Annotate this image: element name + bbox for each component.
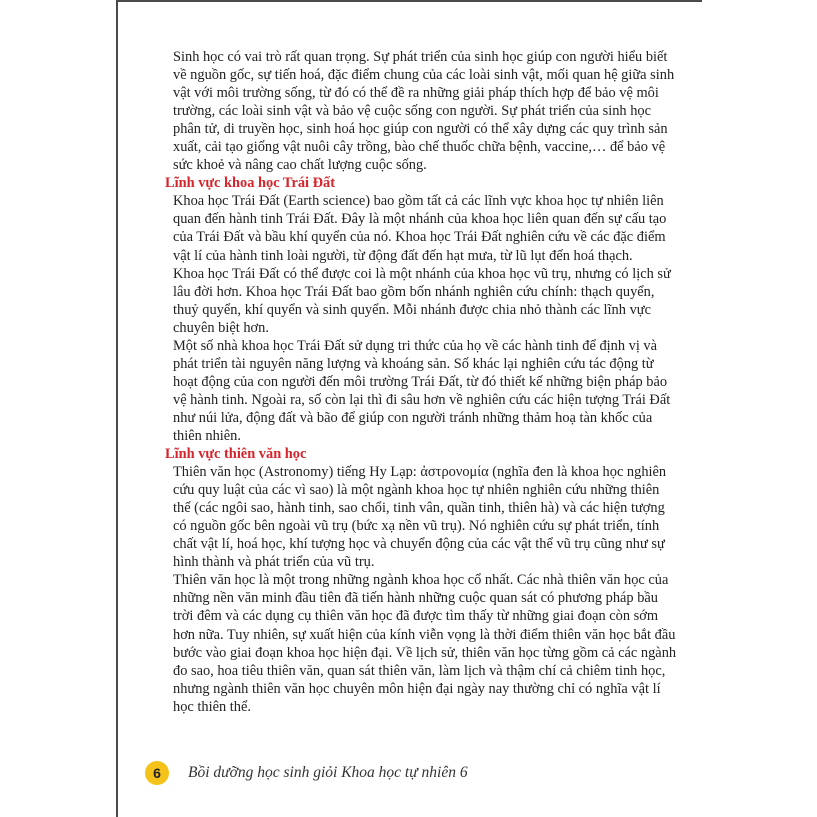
- page-border-left: [116, 0, 118, 817]
- text-line: Sinh học có vai trò rất quan trọng. Sự phát triển của sinh học giúp con người hiểu biết: [173, 49, 668, 65]
- text-line: Thiên văn học là một trong những ngành khoa học cổ nhất. Các nhà thiên văn học của: [173, 572, 669, 589]
- paragraph-earth-3: [173, 337, 671, 445]
- text-line: học thiên thể.: [173, 698, 251, 715]
- text-line: chuyên biệt hơn.: [173, 319, 269, 336]
- text-line: Khoa học Trái Đất (Earth science) bao gồm tất cả các lĩnh vực khoa học tự nhiên liên: [173, 193, 664, 210]
- text-line: bước vào giai đoạn khoa học hiện đại. Về lịch sử, thiên văn học từng gồm cả các ngành: [173, 644, 677, 661]
- text-line: vật với môi trường sống, từ đó có thể đề ra những giải pháp thích hợp để bảo vệ môi: [173, 85, 659, 102]
- paragraph-astronomy-1: [173, 463, 667, 571]
- text-line: Thiên văn học (Astronomy) tiếng Hy Lạp: ἀστρονομία (nghĩa đen là khoa học nghiên: [173, 464, 667, 481]
- page-border-top: [116, 0, 702, 2]
- text-line: phát triển tài nguyên năng lượng và khoáng sản. Số khác lại nghiên cứu tác động từ: [173, 355, 654, 372]
- text-line: những nền văn minh đầu tiên đã tiến hành những cuộc quan sát có phương pháp bầu: [173, 590, 659, 607]
- text-line: trường, các loài sinh vật và bảo vệ cuộc sống con người. Sự phát triển của sinh học: [173, 103, 651, 120]
- text-line: về nguồn gốc, sự tiến hoá, đặc điểm chung của các loài sinh vật, mối quan hệ giữa sinh: [173, 67, 675, 84]
- text-line: xuất, cải tạo giống vật nuôi cây trồng, bào chế thuốc chữa bệnh, vaccine,… để bảo vệ: [173, 139, 666, 156]
- text-line: như núi lửa, động đất và bão để giúp con người tránh những thảm hoạ tàn khốc của: [173, 409, 653, 426]
- text-line: hoạt động của con người đến môi trường Trái Đất, từ đó thiết kế những biện pháp bảo: [173, 373, 668, 390]
- text-line: Một số nhà khoa học Trái Đất sử dụng tri thức của họ về các hành tinh để định vị và: [173, 337, 658, 354]
- text-line: sức khoẻ và nâng cao chất lượng cuộc sống.: [173, 157, 427, 174]
- paragraph-earth-2: [173, 265, 671, 337]
- text-line: phân tử, di truyền học, sinh hoá học giúp con người có thể xây dựng các quy trình sản: [173, 121, 668, 138]
- text-line: trời đêm và các dụng cụ thiên văn học đã được tìm thấy từ những giai đoạn còn sớm: [173, 608, 659, 625]
- text-line: lâu đời hơn. Khoa học Trái Đất bao gồm bốn nhánh nghiên cứu chính: thạch quyển,: [173, 283, 655, 300]
- paragraph-intro: [173, 48, 675, 174]
- page-footer: [145, 761, 468, 785]
- section-heading-earth-science: Lĩnh vực khoa học Trái Đất: [165, 175, 336, 192]
- text-line: chất vật lí, hoá học, khí tượng học và chuyển động của các vật thể vũ trụ cũng như sự: [173, 536, 665, 553]
- text-line: có nguồn gốc bên ngoài vũ trụ (bức xạ nền vũ trụ). Nó nghiên cứu sự phát triển, tính: [173, 518, 660, 535]
- book-title: Bồi dưỡng học sinh giỏi Khoa học tự nhiên 6: [188, 764, 468, 781]
- text-line: hình thành và phát triển của vũ trụ.: [173, 554, 375, 571]
- text-line: vệ hành tinh. Ngoài ra, số còn lại thì đi sâu hơn về nghiên cứu các hiện tượng Trái Đất: [173, 391, 671, 408]
- text-line: vật lí của hành tinh loài người, từ động đất đến hạt mưa, từ lũ lụt đến hoá thạch.: [173, 247, 633, 264]
- text-line: cứu quy luật của các vì sao) là một ngành khoa học tự nhiên nghiên cứu những thiên: [173, 482, 660, 499]
- paragraph-earth-1: [173, 192, 667, 264]
- text-line: của Trái Đất và bầu khí quyển của nó. Khoa học Trái Đất nghiên cứu về các đặc điểm: [173, 229, 666, 246]
- paragraph-astronomy-2: [173, 571, 677, 715]
- section-heading-astronomy: Lĩnh vực thiên văn học: [165, 446, 307, 463]
- page-content: [165, 48, 677, 716]
- text-line: thể (các ngôi sao, hành tinh, sao chổi, tinh vân, quần tinh, thiên hà) và các hiện tượng: [173, 500, 665, 517]
- text-line: hơn nữa. Tuy nhiên, sự xuất hiện của kính viễn vọng là thời điểm thiên văn học bắt đầu: [173, 626, 676, 643]
- text-line: quan đến hành tinh Trái Đất. Đây là một nhánh của khoa học liên quan đến sự cấu tạo: [173, 211, 667, 228]
- text-line: thuỷ quyển, khí quyển và sinh quyển. Mỗi nhánh được chia nhỏ thành các lĩnh vực: [173, 301, 651, 318]
- text-line: đo sao, hoa tiêu thiên văn, quan sát thiên văn, làm lịch và thậm chí cả chiêm tinh học,: [173, 662, 666, 679]
- text-line: nhưng ngành thiên văn học chuyên môn hiện đại ngày nay thường chỉ có nghĩa vật lí: [173, 680, 661, 697]
- text-line: Khoa học Trái Đất có thể được coi là một nhánh của khoa học vũ trụ, nhưng có lịch sử: [173, 265, 671, 282]
- text-line: thiên nhiên.: [173, 427, 241, 444]
- page-number-badge: 6: [145, 761, 169, 785]
